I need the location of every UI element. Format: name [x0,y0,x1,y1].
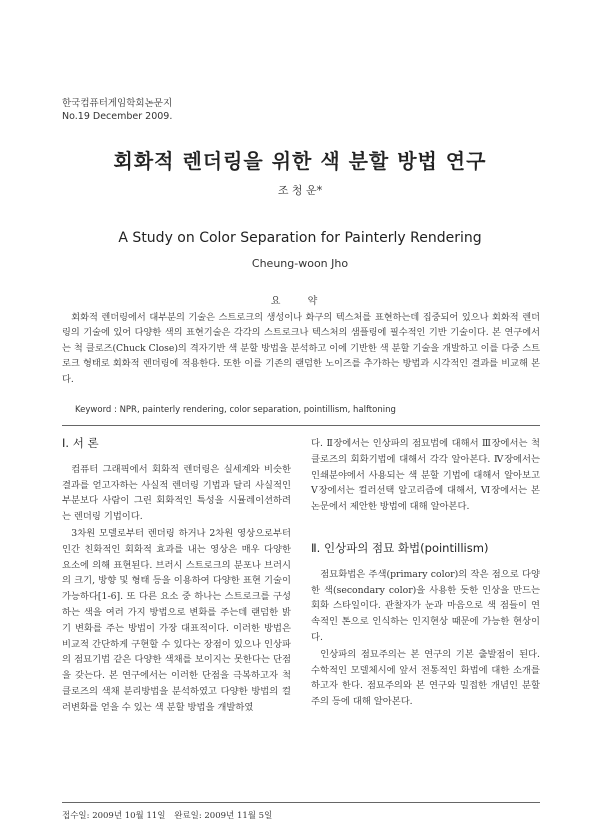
paper-title-korean: 회화적 렌더링을 위한 색 분할 방법 연구 [113,149,487,173]
section-1-heading: Ⅰ. 서 론 [62,436,99,450]
completed-date: 완료일: 2009년 11월 5일 [174,811,273,821]
paragraph: 다. Ⅱ장에서는 인상파의 점묘법에 대해서 Ⅲ장에서는 척 클로즈의 회화기법에 대해서 각각 알아본다. Ⅳ장에서는 인쇄분야에서 사용되는 색 분할 기법에 대해서 알아보고 Ⅴ장에서는 컬러선택 알고리즘에 대해서, Ⅵ장에서는 본 논문에서 제안한 방법에 대해 알아본다. [311,438,540,513]
footer-divider [62,802,540,803]
keywords: Keyword : NPR, painterly rendering, color separation, pointillism, halftoning [75,405,396,415]
journal-header [62,97,172,123]
journal-issue: No.19 December 2009. [62,111,173,122]
paper-title-english: A Study on Color Separation for Painterly Rendering [118,230,482,246]
journal-name: 한국컴퓨터게임학회논문지 [62,98,173,109]
abstract-text: 회화적 렌더링에서 대부분의 기술은 스트로크의 생성이나 화구의 텍스처를 표현하는데 집중되어 있으나 회화적 렌더링의 기술에 있어 다양한 색의 표현기술은 각각의 스트로크나 텍스처의 샘플링에 필수적인 기반 기술이다. 본 연구에서는 척 클로즈(Chuck Close)의 격자기반 색 분할 방법을 분석하고 이에 기반한 색 분할 기술을 개발하고 이를 다중 스트로크 형태로 회화적 렌더링에 적용한다. 또한 이를 기존의 랜덤한 노이즈를 추가하는 방법과 시각적인 결과를 비교해 본다. [62,312,540,385]
author-english: Cheung-woon Jho [251,257,349,270]
section-2-heading: Ⅱ. 인상파의 점묘 화법(pointillism) [311,540,489,555]
footer [62,809,272,821]
left-column [62,436,291,716]
right-column [311,436,540,710]
paragraph: 3차원 모델로부터 렌더링 하거나 2차원 영상으로부터 인간 친화적인 회화적 효과를 내는 영상은 매우 다양한 요소에 의해 표현된다. 브러시 스트로크의 분포나 브러시의 크기, 방향 및 형태 등을 이용하여 다양한 표현 기술이 가능하다[1-6]. 또 다른 요소 중 하나는 스트로크를 구성하는 색을 여러 가지 방법으로 변화를 주는데 랜덤한 밝기 변화를 주는 방법이 가장 대표적이다. 이러한 방법은 비교적 간단하게 구현할 수 있다는 장점이 있으나 인상파의 점묘기법 같은 다양한 색채를 보이지는 못한다는 단점을 갖는다. 본 연구에서는 이러한 단점을 극복하고자 척 클로즈의 색채 분리방법을 분석하였고 다양한 방법의 컬러변화를 얻을 수 있는 색 분할 방법을 개발하였 [62,527,291,713]
author-korean: 조 청 운* [277,184,323,197]
keyword-divider [62,425,540,426]
received-date: 접수일: 2009년 10월 11일 [62,811,166,821]
paragraph: 점묘화법은 주색(primary color)의 작은 점으로 다양한 색(secondary color)을 사용한 듯한 인상을 만드는 회화 스타일이다. 관찰자가 눈과 마음으로 색 점들이 연속적인 톤으로 인식하는 인지현상 때문에 가능한 현상이다. [311,568,540,643]
paragraph: 컴퓨터 그래픽에서 회화적 렌더링은 실세계와 비슷한 결과를 얻고자하는 사실적 렌더링 기법과 달리 사실적인 부분보다 사람이 그린 회화적인 특성을 시뮬레이션하려는 렌더링 기법이다. [62,463,291,523]
abstract-heading: 요 약 [270,296,330,307]
paragraph: 인상파의 점묘주의는 본 연구의 기본 출발점이 된다. 수학적인 모델체시에 앞서 전통적인 화법에 대한 소개를 하고자 한다. 점묘주의와 본 연구와 밀접한 개념인 분할주의 등에 대해 알아본다. [311,648,540,708]
